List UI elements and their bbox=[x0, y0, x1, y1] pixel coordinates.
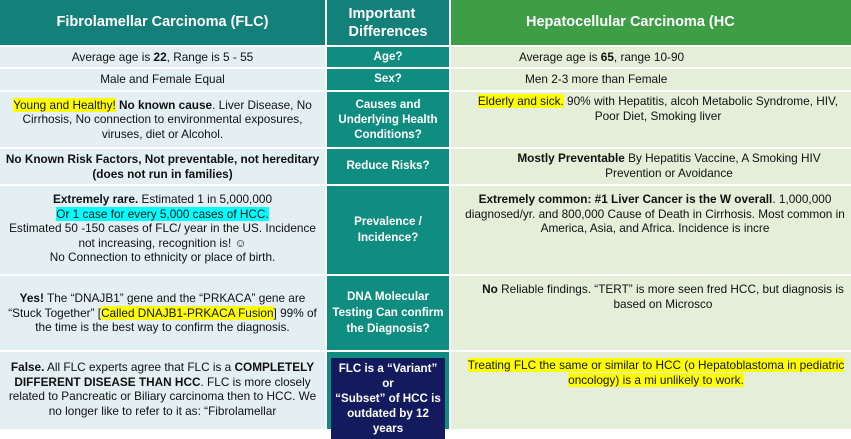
question-age: Age? bbox=[327, 47, 449, 67]
question-prevalence: Prevalence / Incidence? bbox=[327, 186, 449, 274]
question-risks: Reduce Risks? bbox=[327, 149, 449, 184]
question-dna: DNA Molecular Testing Can confirm the Diagnosis? bbox=[327, 276, 449, 350]
hcc-age: Average age is 65, range 10-90 bbox=[451, 47, 851, 67]
hcc-causes: Elderly and sick. 90% with Hepatitis, alcoh Metabolic Syndrome, HIV, Poor Diet, Smoking liver bbox=[451, 92, 851, 147]
flc-sex: Male and Female Equal bbox=[0, 69, 325, 90]
flc-prevalence: Extremely rare. Estimated 1 in 5,000,000 Or 1 case for every 5,000 cases of HCC. Estimated 50 -150 cases of FLC/ year in the US. Incidence not increasing, recognition is! ☺ No Connection to ethnicity or place of birth. bbox=[0, 186, 325, 274]
hcc-variant: Treating FLC the same or similar to HCC (o Hepatoblastoma in pediatric oncology) is a mi unlikely to work. bbox=[451, 352, 851, 429]
flc-causes: Young and Healthy! No known cause. Liver Disease, No Cirrhosis, No connection to environmental exposures, viruses, diet or Alcohol. bbox=[0, 92, 325, 147]
flc-variant: False. All FLC experts agree that FLC is a COMPLETELY DIFFERENT DISEASE THAN HCC. FLC is more closely related to Pancreatic or Biliary carcinoma then to HCC. We no longer like to refer to it as: “Fibrolamellar bbox=[0, 352, 325, 429]
header-flc: Fibrolamellar Carcinoma (FLC) bbox=[0, 0, 325, 45]
flc-dna: Yes! The “DNAJB1” gene and the “PRKACA” gene are “Stuck Together” [Called DNAJB1-PRKACA Fusion] 99% of the time is the best way to confirm the diagnosis. bbox=[0, 276, 325, 350]
question-variant bbox=[327, 352, 449, 435]
hcc-risks: Mostly Preventable By Hepatitis Vaccine, A Smoking HIV Prevention or Avoidance bbox=[451, 149, 851, 184]
flc-age: Average age is 22, Range is 5 - 55 bbox=[0, 47, 325, 67]
question-sex: Sex? bbox=[327, 69, 449, 90]
question-causes: Causes and Underlying Health Conditions? bbox=[327, 92, 449, 147]
flc-risks: No Known Risk Factors, Not preventable, not hereditary (does not run in families) bbox=[0, 149, 325, 184]
hcc-dna: No Reliable findings. “TERT” is more seen fred HCC, but diagnosis is based on Microsco bbox=[451, 276, 851, 350]
hcc-sex: Men 2-3 more than Female bbox=[451, 69, 851, 90]
hcc-prevalence: Extremely common: #1 Liver Cancer is the W overall. 1,000,000 diagnosed/yr. and 800,000 Cause of Death in Cirrhosis. Most common in America, Asia, and Africa. Incidence is incre bbox=[451, 186, 851, 274]
variant-callout: FLC is a “Variant” or “Subset” of HCC is outdated by 12 years bbox=[331, 358, 445, 439]
header-hcc: Hepatocellular Carcinoma (HC bbox=[451, 0, 851, 45]
header-differences: Important Differences bbox=[327, 0, 449, 45]
